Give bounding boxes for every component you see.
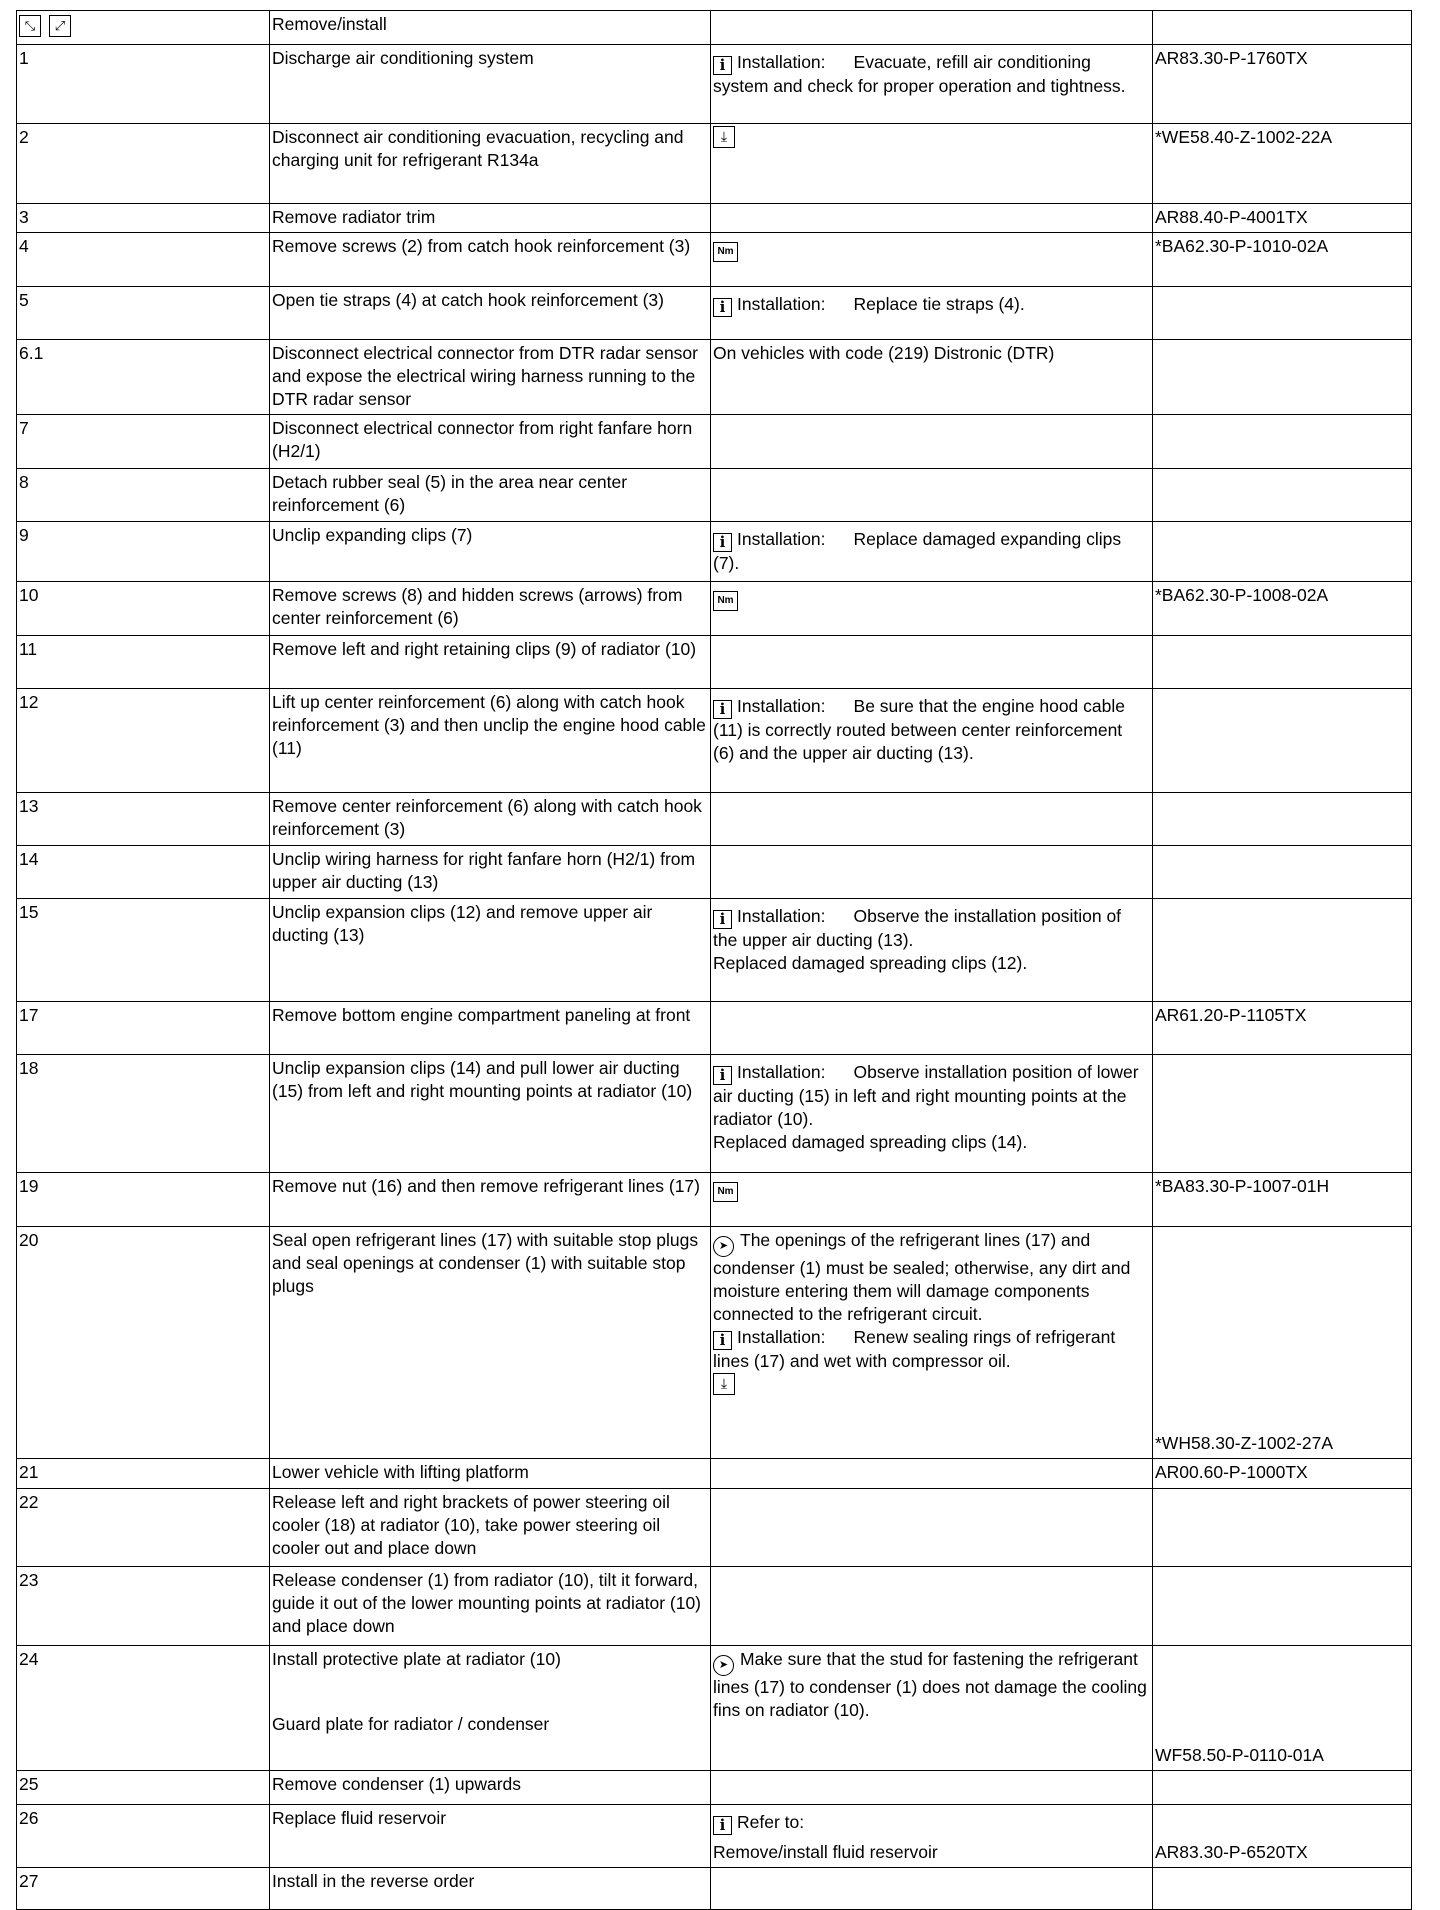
step-notes — [711, 582, 1153, 636]
step-action-text: Replace fluid reservoir — [272, 1808, 447, 1828]
step-number: 17 — [17, 1002, 270, 1055]
note-text: Replace tie straps (4). — [853, 294, 1025, 314]
step-reference[interactable] — [1153, 846, 1412, 899]
step-reference[interactable] — [1153, 1055, 1412, 1173]
table-row — [17, 1173, 1412, 1227]
note-text: Evacuate, refill air conditioning system and check for proper operation and tightness. — [713, 52, 1126, 96]
table-row — [17, 793, 1412, 846]
table-row — [17, 636, 1412, 689]
info-icon[interactable]: i — [713, 910, 732, 929]
step-number: 26 — [17, 1805, 270, 1868]
step-number: 15 — [17, 899, 270, 1002]
step-action — [270, 1805, 711, 1868]
step-reference[interactable] — [1153, 793, 1412, 846]
step-notes — [711, 204, 1153, 233]
step-reference[interactable] — [1153, 1459, 1412, 1489]
table-row — [17, 340, 1412, 415]
step-notes — [711, 469, 1153, 522]
step-reference[interactable] — [1153, 1173, 1412, 1227]
step-reference[interactable] — [1153, 45, 1412, 124]
table-row — [17, 287, 1412, 340]
step-reference[interactable] — [1153, 1489, 1412, 1567]
step-number: 12 — [17, 689, 270, 793]
reference-link[interactable]: AR00.60-P-1000TX — [1155, 1462, 1308, 1482]
note-text: Observe the installation position of the upper air ducting (13). — [713, 906, 1122, 950]
step-action — [270, 689, 711, 793]
note-text: Replace damaged expanding clips (7). — [713, 529, 1122, 573]
step-reference[interactable] — [1153, 689, 1412, 793]
table-row — [17, 1805, 1412, 1868]
step-notes — [711, 1771, 1153, 1805]
step-notes — [711, 793, 1153, 846]
step-action-text: Discharge air conditioning system — [272, 48, 534, 68]
step-number: 6.1 — [17, 340, 270, 415]
step-notes — [711, 1055, 1153, 1173]
step-reference[interactable] — [1153, 1002, 1412, 1055]
step-action — [270, 1868, 711, 1910]
table-row — [17, 689, 1412, 793]
step-reference[interactable] — [1153, 415, 1412, 469]
step-action — [270, 582, 711, 636]
step-number: 19 — [17, 1173, 270, 1227]
reference-link[interactable]: WF58.50-P-0110-01A — [1155, 1745, 1324, 1765]
reference-link[interactable]: *BA83.30-P-1007-01H — [1155, 1176, 1330, 1196]
step-notes — [711, 1227, 1153, 1459]
reference-link[interactable]: AR61.20-P-1105TX — [1155, 1005, 1307, 1025]
step-action-text: Detach rubber seal (5) in the area near center reinforcement (6) — [272, 472, 628, 515]
step-action-text: Install in the reverse order — [272, 1871, 475, 1891]
table-row — [17, 1459, 1412, 1489]
note-text-secondary: Replaced damaged spreading clips (12). — [713, 953, 1028, 973]
step-action — [270, 846, 711, 899]
step-action — [270, 1646, 711, 1771]
step-number: 5 — [17, 287, 270, 340]
note-label: Installation: — [737, 529, 826, 549]
step-notes — [711, 1173, 1153, 1227]
step-reference[interactable] — [1153, 287, 1412, 340]
step-action-text: Disconnect electrical connector from DTR radar sensor and expose the electrical wiring harness running to the DTR radar sensor — [272, 343, 698, 409]
step-notes — [711, 124, 1153, 204]
step-action — [270, 636, 711, 689]
step-number: 18 — [17, 1055, 270, 1173]
step-action — [270, 233, 711, 287]
step-notes — [711, 1567, 1153, 1646]
step-action — [270, 45, 711, 124]
step-reference[interactable] — [1153, 1805, 1412, 1868]
step-reference[interactable] — [1153, 204, 1412, 233]
step-action-text: Unclip expansion clips (14) and pull lower air ducting (15) from left and right mounting points at radiator (10) — [272, 1058, 693, 1101]
step-notes — [711, 1489, 1153, 1567]
step-number: 27 — [17, 1868, 270, 1910]
step-number: 3 — [17, 204, 270, 233]
note-label: Installation: — [737, 1327, 826, 1347]
table-row — [17, 204, 1412, 233]
step-number: 25 — [17, 1771, 270, 1805]
step-notes — [711, 846, 1153, 899]
step-action — [270, 1227, 711, 1459]
table-row — [17, 1771, 1412, 1805]
step-notes — [711, 340, 1153, 415]
note-label: Refer to: — [737, 1812, 805, 1832]
step-notes — [711, 1868, 1153, 1910]
step-action-text: Lower vehicle with lifting platform — [272, 1462, 529, 1482]
info-icon[interactable]: i — [713, 1331, 732, 1350]
step-action — [270, 1459, 711, 1489]
step-action-text: Remove condenser (1) upwards — [272, 1774, 522, 1794]
table-row — [17, 415, 1412, 469]
step-notes — [711, 899, 1153, 1002]
step-notes — [711, 522, 1153, 582]
header-blank-notes — [711, 11, 1153, 45]
step-reference[interactable] — [1153, 1771, 1412, 1805]
step-number: 14 — [17, 846, 270, 899]
reference-link[interactable]: AR83.30-P-6520TX — [1155, 1842, 1308, 1862]
step-action-text: Install protective plate at radiator (10) — [272, 1649, 561, 1669]
step-action-text: Remove center reinforcement (6) along with catch hook reinforcement (3) — [272, 796, 702, 839]
collapse-arrows-icon[interactable]: ⤢ — [49, 15, 71, 37]
step-notes — [711, 1002, 1153, 1055]
step-action-text: Seal open refrigerant lines (17) with suitable stop plugs and seal openings at condenser (1) with suitable stop plugs — [272, 1230, 699, 1296]
step-number: 7 — [17, 415, 270, 469]
table-row — [17, 124, 1412, 204]
expand-arrows-icon[interactable]: ⤡ — [19, 15, 41, 37]
step-reference[interactable] — [1153, 1227, 1412, 1459]
table-row — [17, 1055, 1412, 1173]
step-number: 8 — [17, 469, 270, 522]
step-action — [270, 793, 711, 846]
header-operation: Remove/install — [270, 11, 711, 45]
step-action-text: Release condenser (1) from radiator (10), tilt it forward, guide it out of the lower mounting points at radiator (10) and place down — [272, 1570, 701, 1636]
table-row — [17, 582, 1412, 636]
reference-link[interactable]: AR88.40-P-4001TX — [1155, 207, 1308, 227]
step-action-text: Remove left and right retaining clips (9) of radiator (10) — [272, 639, 697, 659]
caution-icon: ➤ — [713, 1655, 734, 1676]
step-action-text: Remove radiator trim — [272, 207, 436, 227]
header-icons-cell — [17, 11, 270, 45]
table-row — [17, 1489, 1412, 1567]
step-action-text: Remove screws (2) from catch hook reinforcement (3) — [272, 236, 691, 256]
note-label: Installation: — [737, 294, 826, 314]
step-notes — [711, 415, 1153, 469]
caution-text: The openings of the refrigerant lines (17) and condenser (1) must be sealed; otherwise, any dirt and moisture entering them will damage components connected to the refrigerant circuit. — [713, 1230, 1131, 1324]
step-reference[interactable] — [1153, 522, 1412, 582]
note-label: Installation: — [737, 696, 826, 716]
note-text-secondary: Replaced damaged spreading clips (14). — [713, 1132, 1028, 1152]
step-notes — [711, 689, 1153, 793]
step-action — [270, 287, 711, 340]
step-reference[interactable] — [1153, 1567, 1412, 1646]
note-text: Observe installation position of lower air ducting (15) in left and right mounting points at the radiator (10). — [713, 1062, 1139, 1129]
note-label: Installation: — [737, 52, 826, 72]
note-text: Renew sealing rings of refrigerant lines (17) and wet with compressor oil. — [713, 1327, 1116, 1371]
caution-icon: ➤ — [713, 1236, 734, 1257]
step-action-text: Release left and right brackets of power steering oil cooler (18) at radiator (10), take power steering oil cooler out and place down — [272, 1492, 670, 1558]
step-action-text: Unclip expanding clips (7) — [272, 525, 473, 545]
step-action-text: Disconnect electrical connector from right fanfare horn (H2/1) — [272, 418, 693, 461]
torque-nm-icon[interactable]: Nm — [713, 242, 738, 262]
info-icon[interactable]: i — [713, 1816, 732, 1835]
table-row — [17, 1646, 1412, 1771]
note-label: Installation: — [737, 1062, 826, 1082]
step-action — [270, 1055, 711, 1173]
step-reference[interactable] — [1153, 233, 1412, 287]
reference-link[interactable]: *BA62.30-P-1010-02A — [1155, 236, 1329, 256]
reference-link[interactable]: *WH58.30-Z-1002-27A — [1155, 1433, 1333, 1453]
step-action-text: Unclip wiring harness for right fanfare horn (H2/1) from upper air ducting (13) — [272, 849, 696, 892]
step-number: 11 — [17, 636, 270, 689]
step-action — [270, 1489, 711, 1567]
torque-nm-icon[interactable]: Nm — [713, 591, 738, 611]
table-row — [17, 1567, 1412, 1646]
table-row — [17, 233, 1412, 287]
step-number: 13 — [17, 793, 270, 846]
step-number: 2 — [17, 124, 270, 204]
table-row — [17, 899, 1412, 1002]
step-number: 24 — [17, 1646, 270, 1771]
step-notes — [711, 233, 1153, 287]
step-notes — [711, 1459, 1153, 1489]
header-row — [17, 11, 1412, 45]
step-notes — [711, 287, 1153, 340]
step-action-secondary: Guard plate for radiator / condenser — [272, 1714, 550, 1734]
table-row — [17, 469, 1412, 522]
info-icon[interactable]: i — [713, 1066, 732, 1085]
step-action-text: Unclip expansion clips (12) and remove upper air ducting (13) — [272, 902, 653, 945]
special-tool-icon[interactable]: ⤓ — [713, 126, 735, 148]
step-notes — [711, 636, 1153, 689]
step-reference[interactable] — [1153, 636, 1412, 689]
step-number: 22 — [17, 1489, 270, 1567]
header-blank-refs — [1153, 11, 1412, 45]
step-action-text: Lift up center reinforcement (6) along with catch hook reinforcement (3) and then unclip the engine hood cable (11) — [272, 692, 706, 758]
step-number: 20 — [17, 1227, 270, 1459]
step-action — [270, 340, 711, 415]
table-row — [17, 1868, 1412, 1910]
step-reference[interactable] — [1153, 1646, 1412, 1771]
note-text: Be sure that the engine hood cable (11) is correctly routed between center reinforcement (6) and the upper air ducting (13). — [713, 696, 1125, 763]
step-action-text: Open tie straps (4) at catch hook reinforcement (3) — [272, 290, 664, 310]
step-notes — [711, 1805, 1153, 1868]
step-action — [270, 899, 711, 1002]
step-notes — [711, 45, 1153, 124]
info-icon[interactable]: i — [713, 700, 732, 719]
note-label: Installation: — [737, 906, 826, 926]
step-number: 1 — [17, 45, 270, 124]
step-reference[interactable] — [1153, 582, 1412, 636]
info-icon[interactable]: i — [713, 56, 732, 75]
step-number: 23 — [17, 1567, 270, 1646]
step-reference[interactable] — [1153, 340, 1412, 415]
info-icon[interactable]: i — [713, 533, 732, 552]
step-action-text: Remove screws (8) and hidden screws (arrows) from center reinforcement (6) — [272, 585, 683, 628]
step-reference[interactable] — [1153, 899, 1412, 1002]
step-number: 9 — [17, 522, 270, 582]
step-action — [270, 124, 711, 204]
table-row — [17, 1002, 1412, 1055]
step-action — [270, 522, 711, 582]
table-row — [17, 45, 1412, 124]
table-row — [17, 522, 1412, 582]
reference-link[interactable]: *BA62.30-P-1008-02A — [1155, 585, 1329, 605]
step-action — [270, 204, 711, 233]
table-row — [17, 846, 1412, 899]
special-tool-icon[interactable]: ⤓ — [713, 1373, 735, 1395]
step-action — [270, 1567, 711, 1646]
step-action — [270, 415, 711, 469]
step-action — [270, 1002, 711, 1055]
step-action — [270, 1771, 711, 1805]
info-icon[interactable]: i — [713, 298, 732, 317]
step-reference[interactable] — [1153, 1868, 1412, 1910]
step-action — [270, 469, 711, 522]
step-reference[interactable] — [1153, 469, 1412, 522]
procedure-table — [16, 10, 1412, 1910]
caution-text: Make sure that the stud for fastening the refrigerant lines (17) to condenser (1) does not damage the cooling fins on radiator (10). — [713, 1649, 1147, 1720]
step-action — [270, 1173, 711, 1227]
step-number: 21 — [17, 1459, 270, 1489]
table-row — [17, 1227, 1412, 1459]
torque-nm-icon[interactable]: Nm — [713, 1182, 738, 1202]
step-notes — [711, 1646, 1153, 1771]
note-text-secondary: Remove/install fluid reservoir — [713, 1842, 938, 1862]
step-number: 10 — [17, 582, 270, 636]
reference-link[interactable]: *WE58.40-Z-1002-22A — [1155, 127, 1333, 147]
reference-link[interactable]: AR83.30-P-1760TX — [1155, 48, 1308, 68]
step-action-text: Remove nut (16) and then remove refrigerant lines (17) — [272, 1176, 700, 1196]
step-action-text: Disconnect air conditioning evacuation, recycling and charging unit for refrigerant R134a — [272, 127, 684, 170]
step-reference[interactable] — [1153, 124, 1412, 204]
step-action-text: Remove bottom engine compartment paneling at front — [272, 1005, 691, 1025]
step-number: 4 — [17, 233, 270, 287]
note-text: On vehicles with code (219) Distronic (DTR) — [713, 343, 1055, 363]
